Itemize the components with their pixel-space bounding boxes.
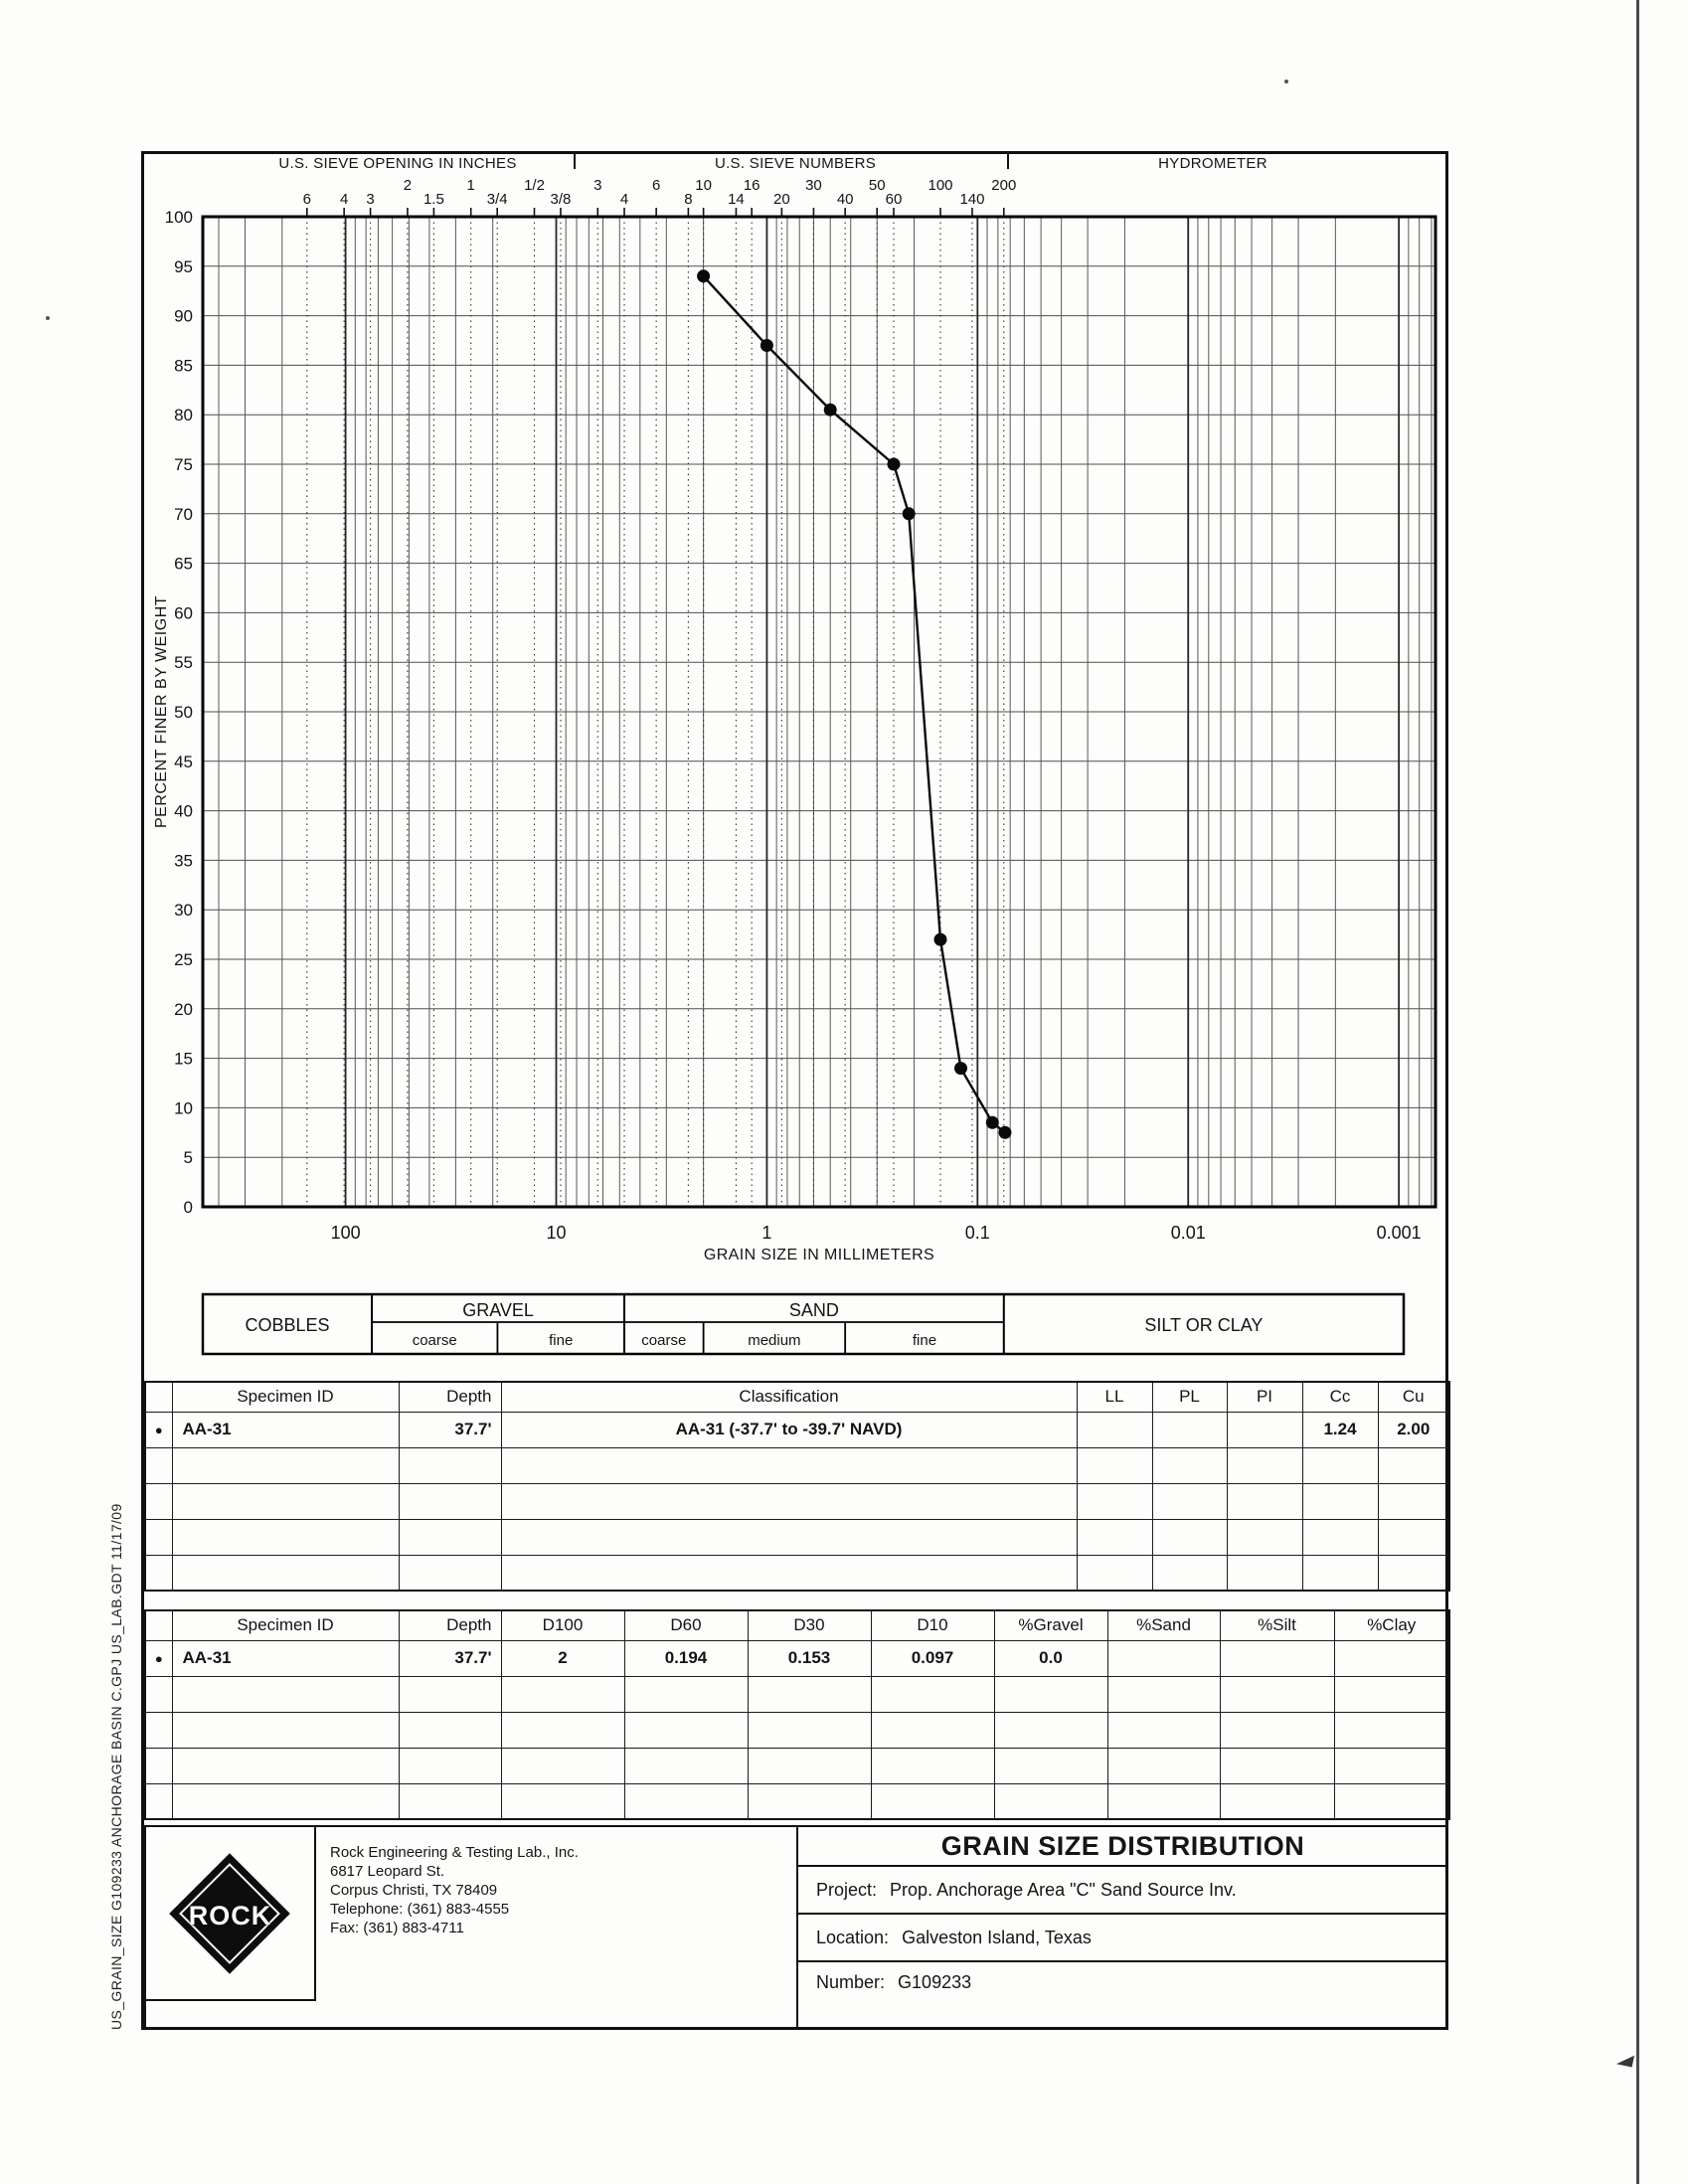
svg-text:60: 60 [174,603,193,623]
scan-artifact-dot [1284,80,1288,84]
th-cc: Cc [1302,1382,1378,1412]
cell-d10: 0.097 [871,1640,994,1676]
th-pct-gravel: %Gravel [994,1610,1107,1640]
th-specimen-id: Specimen ID [172,1382,399,1412]
svg-text:25: 25 [174,950,193,969]
svg-text:85: 85 [174,356,193,376]
cell-silt [1220,1640,1334,1676]
classification-table-header [145,1382,1449,1412]
cell-cu: 2.00 [1378,1412,1449,1447]
y-axis-title: PERCENT FINER BY WEIGHT [153,594,170,829]
svg-text:65: 65 [174,554,193,574]
svg-text:GRAVEL: GRAVEL [462,1300,534,1320]
svg-text:COBBLES: COBBLES [245,1315,330,1335]
th-pct-sand: %Sand [1107,1610,1220,1640]
file-info-sidebar: US_GRAIN_SIZE G109233 ANCHORAGE BASIN C.GPJ US_LAB.GDT 11/17/09 [108,1503,124,2030]
svg-text:8: 8 [684,191,693,208]
svg-text:medium: medium [748,1332,801,1349]
scan-artifact-line [1636,0,1639,2184]
svg-text:5: 5 [183,1148,193,1168]
cell-specimen: AA-31 [172,1412,399,1447]
cell-d60: 0.194 [624,1640,748,1676]
svg-text:100: 100 [928,177,953,194]
number-row [798,1962,1447,2031]
svg-text:1: 1 [761,1223,772,1243]
svg-text:30: 30 [805,177,822,194]
cell-cc: 1.24 [1302,1412,1378,1447]
cell-gravel: 0.0 [994,1640,1107,1676]
header-separator-left [574,152,576,169]
scan-artifact-mark [1616,2052,1634,2067]
svg-text:50: 50 [174,703,193,722]
rock-logo-text: ROCK [188,1901,272,1931]
th-pct-clay: %Clay [1334,1610,1449,1640]
cell-classification: AA-31 (-37.7' to -39.7' NAVD) [501,1412,1077,1447]
svg-text:3: 3 [366,191,375,208]
svg-text:10: 10 [546,1223,567,1243]
cell-depth: 37.7' [399,1640,501,1676]
cell-d100: 2 [501,1640,624,1676]
th-d60: D60 [624,1610,748,1640]
svg-text:4: 4 [619,191,629,208]
svg-text:20: 20 [174,999,193,1019]
svg-text:1.5: 1.5 [422,191,444,208]
th-ll: LL [1077,1382,1152,1412]
empty-row [145,1519,1449,1555]
svg-text:95: 95 [174,256,193,276]
row-marker: ● [145,1640,172,1676]
svg-text:100: 100 [164,208,193,227]
cell-pi [1227,1412,1302,1447]
svg-text:80: 80 [174,406,193,425]
svg-text:200: 200 [991,177,1017,194]
svg-text:SILT OR CLAY: SILT OR CLAY [1144,1315,1264,1335]
svg-text:50: 50 [868,177,886,194]
cell-sand [1107,1640,1220,1676]
svg-text:70: 70 [174,504,193,524]
project-label: Project: [816,1880,878,1900]
th-marker [145,1610,172,1640]
cell-clay [1334,1640,1449,1676]
th-d100: D100 [501,1610,624,1640]
header-hydrometer: HYDROMETER [1158,155,1267,172]
svg-text:14: 14 [728,191,745,208]
svg-text:20: 20 [773,191,790,208]
svg-text:10: 10 [695,177,712,194]
svg-text:16: 16 [743,177,760,194]
report-title: GRAIN SIZE DISTRIBUTION [798,1827,1447,1867]
header-sieve-inches: U.S. SIEVE OPENING IN INCHES [278,155,517,172]
scan-artifact-dot [46,316,50,320]
svg-text:3: 3 [593,177,602,194]
svg-text:90: 90 [174,306,193,326]
th-cu: Cu [1378,1382,1449,1412]
cell-depth: 37.7' [399,1412,501,1447]
svg-text:40: 40 [836,191,854,208]
svg-text:60: 60 [885,191,903,208]
svg-text:30: 30 [174,901,193,921]
gradation-row-aa31 [145,1640,1449,1676]
th-marker [145,1382,172,1412]
svg-text:fine: fine [912,1332,937,1349]
cell-specimen: AA-31 [172,1640,399,1676]
svg-text:0: 0 [183,1198,193,1217]
svg-text:fine: fine [549,1332,574,1349]
th-depth: Depth [399,1382,501,1412]
svg-text:45: 45 [174,752,193,771]
svg-text:55: 55 [174,653,193,673]
location-row [798,1915,1447,1962]
cell-pl [1152,1412,1227,1447]
company-city: Corpus Christi, TX 78409 [330,1882,498,1899]
x-axis-title: GRAIN SIZE IN MILLIMETERS [703,1247,935,1263]
number-value: G109233 [898,1972,972,1992]
company-address [330,1843,579,1937]
svg-text:1: 1 [466,177,475,194]
svg-text:1/2: 1/2 [524,177,545,194]
row-marker: ● [145,1412,172,1447]
svg-text:35: 35 [174,851,193,871]
svg-text:coarse: coarse [412,1332,457,1349]
svg-text:40: 40 [174,801,193,821]
svg-text:0.01: 0.01 [1170,1223,1206,1243]
location-value: Galveston Island, Texas [902,1928,1092,1947]
project-row [798,1867,1447,1915]
th-d10: D10 [871,1610,994,1640]
location-label: Location: [816,1928,890,1947]
gradation-table-header [145,1610,1449,1640]
empty-row [145,1748,1449,1783]
company-street: 6817 Leopard St. [330,1863,445,1880]
svg-text:2: 2 [403,177,413,194]
cell-d30: 0.153 [748,1640,871,1676]
company-phone: Telephone: (361) 883-4555 [330,1901,510,1918]
empty-row [145,1555,1449,1591]
svg-text:15: 15 [174,1049,193,1069]
company-fax: Fax: (361) 883-4711 [330,1920,464,1936]
svg-text:0.001: 0.001 [1376,1223,1422,1243]
svg-text:0.1: 0.1 [964,1223,990,1243]
svg-text:10: 10 [174,1098,193,1118]
empty-row [145,1783,1449,1819]
th-pi: PI [1227,1382,1302,1412]
project-value: Prop. Anchorage Area "C" Sand Source Inv. [890,1880,1237,1900]
empty-row [145,1712,1449,1748]
svg-text:coarse: coarse [641,1332,687,1349]
empty-row [145,1447,1449,1483]
empty-row [145,1676,1449,1712]
th-specimen-id: Specimen ID [172,1610,399,1640]
logo-box [146,1827,316,2001]
classification-table [144,1381,1450,1592]
svg-text:3/4: 3/4 [486,191,508,208]
svg-text:3/8: 3/8 [550,191,572,208]
svg-text:SAND: SAND [788,1300,839,1320]
svg-text:140: 140 [959,191,985,208]
svg-text:6: 6 [302,191,311,208]
svg-text:4: 4 [339,191,349,208]
header-separator-right [1007,152,1009,169]
th-pl: PL [1152,1382,1227,1412]
title-block [144,1825,1448,2029]
th-classification: Classification [501,1382,1077,1412]
th-depth: Depth [399,1610,501,1640]
empty-row [145,1483,1449,1519]
number-label: Number: [816,1972,886,1992]
th-pct-silt: %Silt [1220,1610,1334,1640]
cell-ll [1077,1412,1152,1447]
th-d30: D30 [748,1610,871,1640]
classification-row-aa31 [145,1412,1449,1447]
svg-text:100: 100 [330,1223,361,1243]
svg-text:6: 6 [651,177,661,194]
gradation-table [144,1609,1450,1820]
svg-text:75: 75 [174,455,193,474]
header-sieve-numbers: U.S. SIEVE NUMBERS [714,155,877,172]
footer-right [798,1827,1447,2027]
company-name: Rock Engineering & Testing Lab., Inc. [330,1844,579,1861]
